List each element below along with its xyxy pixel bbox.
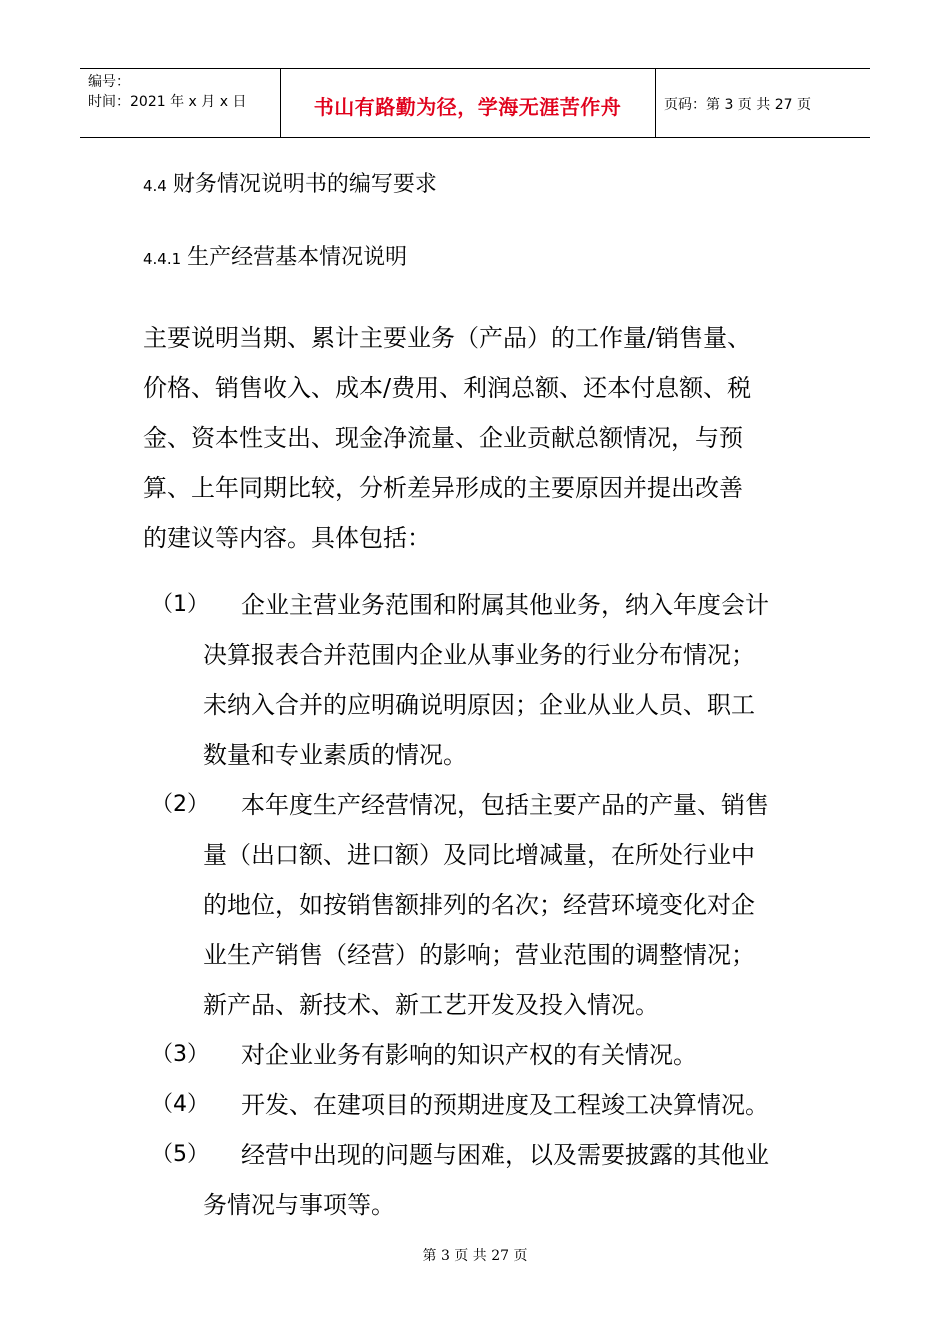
header-motto: 书山有路勤为径，学海无涯苦作舟 [313,95,622,119]
section-number: 4.4 [143,177,167,195]
list-item [143,1130,823,1230]
header-divider [655,69,656,137]
list-line: 新产品、新技术、新工艺开发及投入情况。 [203,991,659,1019]
list-line: 经营中出现的问题与困难，以及需要披露的其他业 [241,1141,769,1169]
list-line: 未纳入合并的应明确说明原因；企业从业人员、职工 [203,691,755,719]
date-line: 时间：2021 年 x 月 x 日 [88,94,247,110]
subsection-number: 4.4.1 [143,250,182,268]
header-meta [88,72,246,112]
list-index: （4） [151,1092,209,1117]
document-header [80,68,870,138]
list-line: 决算报表合并范围内企业从事业务的行业分布情况； [203,641,755,669]
list-line: 务情况与事项等。 [203,1191,395,1219]
list-line: 开发、在建项目的预期进度及工程竣工决算情况。 [241,1091,769,1119]
page-footer: 第 3 页 共 27 页 [422,1248,528,1264]
section-title: 财务情况说明书的编写要求 [172,172,437,197]
list-index: （1） [151,592,209,617]
list-index: （5） [151,1142,209,1167]
paragraph-line: 的建议等内容。具体包括： [143,524,431,552]
list-line: 量（出口额、进口额）及同比增减量，在所处行业中 [203,841,755,869]
list-line: 业生产销售（经营）的影响；营业范围的调整情况； [203,941,755,969]
section-heading [143,170,437,201]
list-line: 对企业业务有影响的知识产权的有关情况。 [241,1041,697,1069]
paragraph-line: 算、上年同期比较，分析差异形成的主要原因并提出改善 [143,474,743,502]
list-line: 企业主营业务范围和附属其他业务，纳入年度会计 [241,591,769,619]
intro-paragraph [143,313,813,563]
list-line: 本年度生产经营情况，包括主要产品的产量、销售 [241,791,769,819]
list-item [143,1030,823,1080]
list-index: （3） [151,1042,209,1067]
subsection-heading [143,243,407,274]
list-item [143,780,823,1030]
header-page-info: 页码：第 3 页 共 27 页 [664,97,811,113]
paragraph-line: 金、资本性支出、现金净流量、企业贡献总额情况，与预 [143,424,743,452]
number-label: 编号： [88,74,130,90]
subsection-title: 生产经营基本情况说明 [187,245,408,270]
list-item [143,580,823,780]
paragraph-line: 主要说明当期、累计主要业务（产品）的工作量/销售量、 [143,324,752,352]
requirements-list [143,580,823,1230]
list-item [143,1080,823,1130]
list-index: （2） [151,792,209,817]
list-line: 的地位，如按销售额排列的名次；经营环境变化对企 [203,891,755,919]
paragraph-line: 价格、销售收入、成本/费用、利润总额、还本付息额、税 [143,374,752,402]
list-line: 数量和专业素质的情况。 [203,741,467,769]
